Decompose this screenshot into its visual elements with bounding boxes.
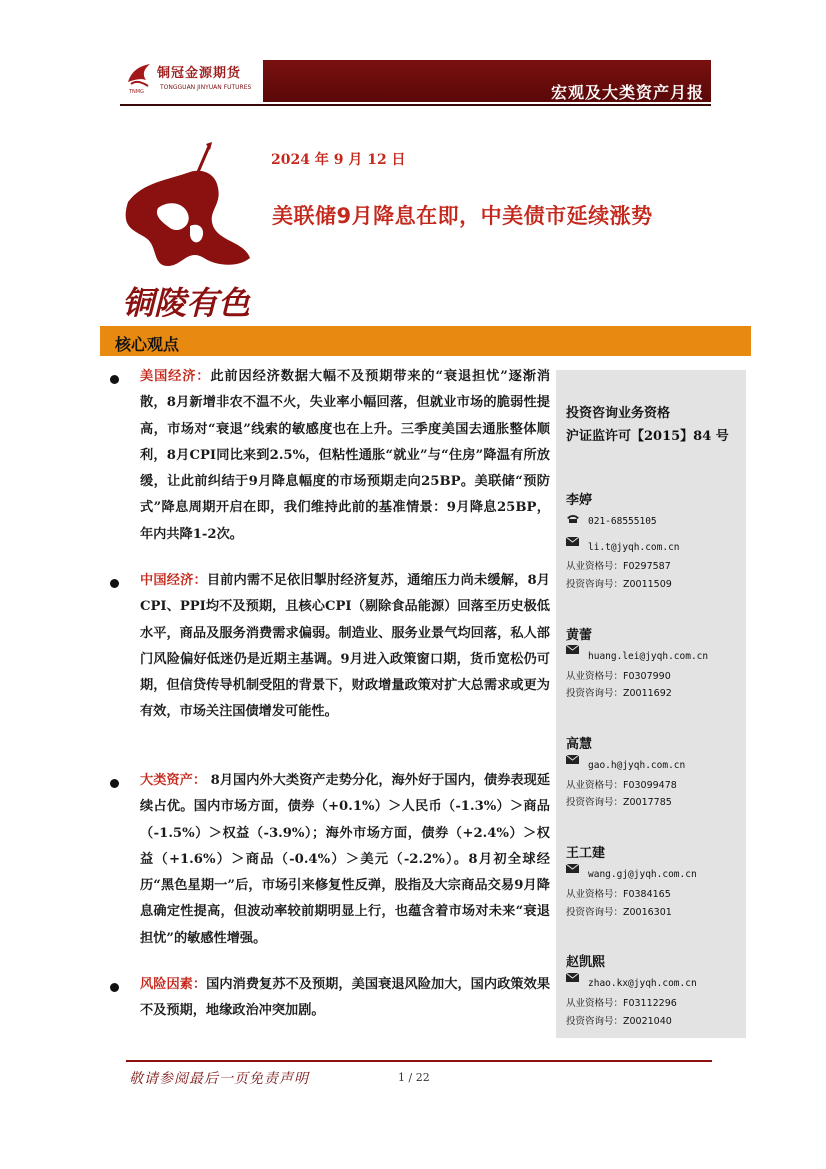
point-risk-factors bbox=[140, 972, 550, 1025]
analyst-advisory: 投资咨询号：Z0021040 bbox=[566, 1016, 672, 1027]
bullet-icon bbox=[110, 579, 119, 588]
analyst-sidebar bbox=[556, 370, 746, 1038]
analyst-advisory: 投资咨询号：Z0017785 bbox=[566, 797, 672, 808]
point-label: 美国经济： bbox=[140, 369, 211, 384]
page-number: 1 / 22 bbox=[398, 1071, 430, 1084]
point-label: 风险因素： bbox=[140, 977, 207, 992]
license-line: 沪证监许可【2015】84 号 bbox=[566, 429, 729, 444]
bullet-icon bbox=[110, 983, 119, 992]
email-icon bbox=[566, 645, 579, 654]
point-us-economy bbox=[140, 364, 550, 548]
emblem-logo-icon bbox=[118, 142, 253, 322]
footer-disclaimer: 敬请参阅最后一页免责声明 bbox=[129, 1071, 309, 1087]
analyst-name: 黄蕾 bbox=[566, 628, 593, 643]
point-label: 中国经济： bbox=[140, 573, 207, 588]
email-icon bbox=[566, 864, 579, 873]
analyst-advisory: 投资咨询号：Z0011692 bbox=[566, 688, 672, 699]
analyst-phone: 021-68555105 bbox=[588, 516, 657, 527]
company-logo-abbr: TNMG bbox=[129, 89, 144, 95]
phone-icon bbox=[566, 514, 580, 524]
analyst-name: 赵凯熙 bbox=[566, 955, 606, 970]
analyst-email[interactable]: gao.h@jyqh.com.cn bbox=[588, 760, 686, 771]
email-icon bbox=[566, 755, 579, 764]
point-text: 8月国内外大类资产走势分化，海外好于国内，债券表现延续占优。国内市场方面，债券（+0.1%）＞人民币（-1.3%）＞商品（-1.5%）＞权益（-3.9%）；海外市场方面，债券（+2.4%）＞权益（+1.6%）＞商品（-0.4%）＞美元（-2.2%）。8月初全球经历“黑色星期一”后，市场引来修复性反弹，股指及大宗商品交易9月降息确定性提高，但波动率较前期明显上行，也蕴含着市场对未来“衰退担忧”的敏感性增强。 bbox=[140, 773, 551, 946]
analyst-license: 从业资格号：F03099478 bbox=[566, 780, 677, 791]
analyst-name: 高慧 bbox=[566, 737, 593, 752]
point-text: 此前因经济数据大幅不及预期带来的“衰退担忧”逐渐消散，8月新增非农不温不火，失业率小幅回落，但就业市场的脆弱性提高，市场对“衰退”线索的敏感度也在上升。三季度美国去通胀整体顺利，8月CPI同比来到2.5%，但粘性通胀“就业”与“住房”降温有所放缓，让此前纠结于9月降息幅度的市场预期走向25BP。美联储“预防式”降息周期开启在即，我们维持此前的基准情景：9月降息25BP，年内共降1-2次。 bbox=[140, 369, 551, 542]
emblem-signature: 铜陵有色 bbox=[122, 284, 251, 322]
analyst-license: 从业资格号：F03112296 bbox=[566, 998, 677, 1009]
page-title: 美联储9月降息在即，中美债市延续涨势 bbox=[272, 204, 653, 228]
analyst-email[interactable]: wang.gj@jyqh.com.cn bbox=[588, 869, 697, 880]
point-text: 目前内需不足依旧掣肘经济复苏，通缩压力尚未缓解，8月CPI、PPI均不及预期，且核心CPI（剔除食品能源）回落至历史极低水平，商品及服务消费需求偏弱。制造业、服务业景气均回落，私人部门风险偏好低迷仍是近期主基调。9月进入政策窗口期，货币宽松仍可期，但信贷传导机制受阻的背景下，财政增量政策对扩大总需求或更为有效，市场关注国债增发可能性。 bbox=[140, 573, 550, 720]
analyst-email[interactable]: zhao.kx@jyqh.com.cn bbox=[588, 978, 697, 989]
analyst-license: 从业资格号：F0384165 bbox=[566, 889, 671, 900]
email-icon bbox=[566, 973, 579, 982]
point-label: 大类资产： bbox=[140, 773, 207, 788]
email-icon bbox=[566, 537, 579, 546]
point-text: 国内消费复苏不及预期，美国衰退风险加大，国内政策效果不及预期，地缘政治冲突加剧。 bbox=[140, 977, 551, 1019]
analyst-name: 王工建 bbox=[566, 846, 606, 861]
section-title: 核心观点 bbox=[115, 335, 180, 354]
analyst-advisory: 投资咨询号：Z0016301 bbox=[566, 907, 672, 918]
point-asset-classes bbox=[140, 768, 550, 952]
bullet-icon bbox=[110, 779, 119, 788]
company-logo-name: 铜冠金源期货 bbox=[157, 66, 242, 81]
report-type: 宏观及大类资产月报 bbox=[550, 83, 704, 102]
qualification-line: 投资咨询业务资格 bbox=[566, 406, 671, 421]
analyst-name: 李婷 bbox=[566, 493, 593, 508]
analyst-email[interactable]: li.t@jyqh.com.cn bbox=[588, 542, 680, 553]
company-logo-en: TONGGUAN JINYUAN FUTURES bbox=[160, 84, 252, 91]
point-china-economy bbox=[140, 568, 550, 726]
analyst-email[interactable]: huang.lei@jyqh.com.cn bbox=[588, 651, 709, 662]
bullet-icon bbox=[110, 375, 119, 384]
analyst-license: 从业资格号：F0297587 bbox=[566, 561, 671, 572]
report-date: 2024 年 9 月 12 日 bbox=[271, 152, 406, 168]
analyst-advisory: 投资咨询号：Z0011509 bbox=[566, 579, 672, 590]
analyst-license: 从业资格号：F0307990 bbox=[566, 671, 671, 682]
section-bar bbox=[100, 326, 751, 356]
company-logo-icon bbox=[124, 60, 154, 90]
footer-rule bbox=[126, 1060, 712, 1062]
header-rule bbox=[120, 104, 711, 106]
